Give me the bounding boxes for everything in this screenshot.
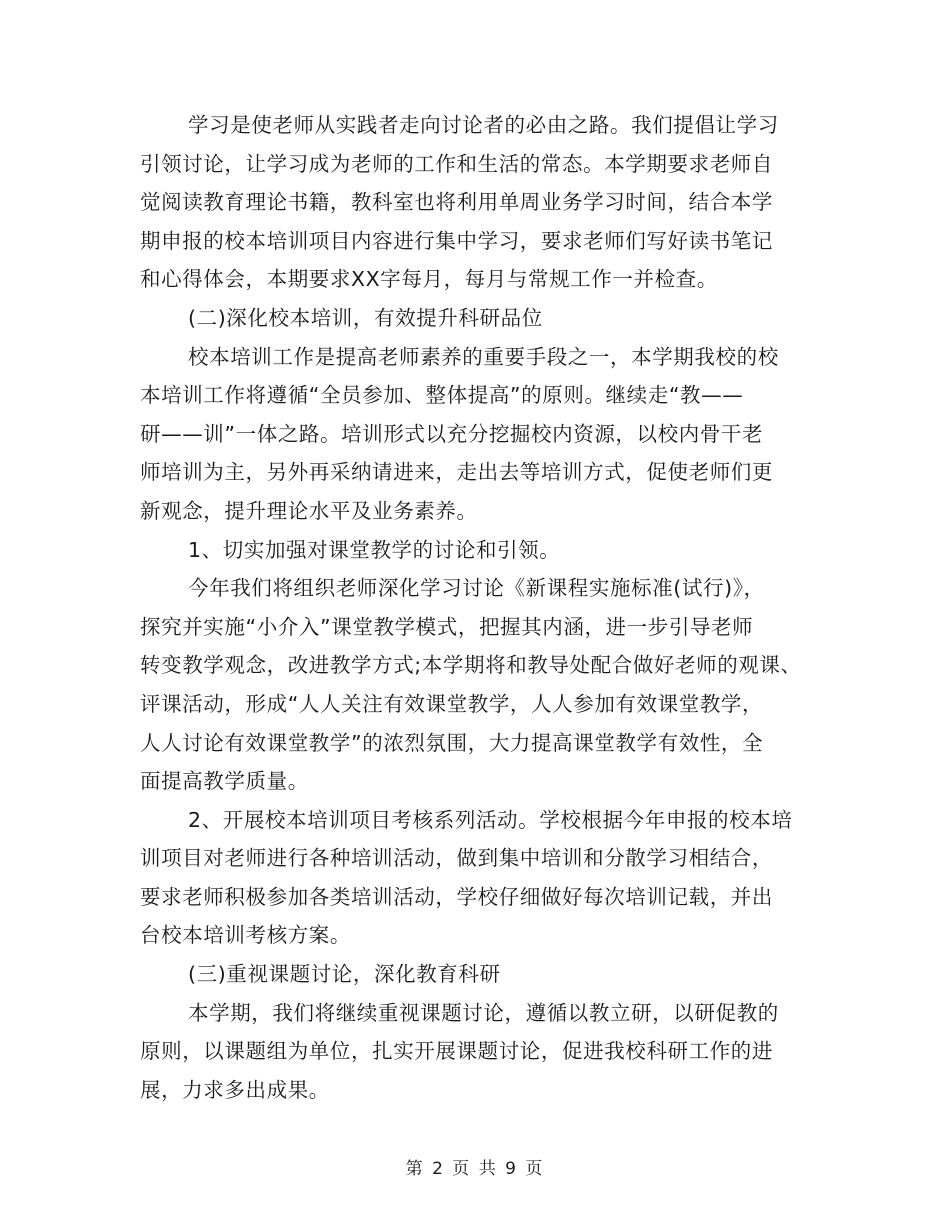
text-line: 本培训工作将遵循“全员参加、整体提高”的原则。继续走“教—— <box>140 383 744 408</box>
text-line: 转变教学观念，改进教学方式;本学期将和教导处配合做好老师的观课、 <box>140 653 802 678</box>
text-line: 学习是使老师从实践者走向讨论者的必由之路。我们提倡让学习 <box>188 113 779 137</box>
text-line: 1、切实加强对课堂教学的讨论和引领。 <box>188 537 561 562</box>
text-line: 新观念，提升理论水平及业务素养。 <box>140 498 478 523</box>
text-line: 引领讨论，让学习成为老师的工作和生活的常态。本学期要求老师自 <box>140 151 773 176</box>
text-line: 今年我们将组织老师深化学习讨论《新课程实施标准(试行)》， <box>188 576 765 601</box>
text-line: 人人讨论有效课堂教学”的浓烈氛围，大力提高课堂教学有效性，全 <box>140 730 764 755</box>
text-line: 本学期，我们将继续重视课题讨论，遵循以教立研，以研促教的 <box>188 1000 779 1025</box>
text-line: 和心得体会，本期要求XX字每月，每月与常规工作一并检查。 <box>140 267 718 292</box>
text-line: 期申报的校本培训项目内容进行集中学习，要求老师们写好读书笔记 <box>140 228 773 253</box>
text-line: 面提高教学质量。 <box>140 769 309 794</box>
text-line: 原则，以课题组为单位，扎实开展课题讨论，促进我校科研工作的进 <box>140 1039 773 1064</box>
page-footer: 第 2 页 共 9 页 <box>405 1159 545 1179</box>
text-line: 探究并实施“小介入”课堂教学模式，把握其内涵，进一步引导老师 <box>140 614 754 639</box>
text-line: 台校本培训考核方案。 <box>140 923 351 948</box>
text-line: 校本培训工作是提高老师素养的重要手段之一，本学期我校的校 <box>188 344 779 369</box>
text-line: 评课活动，形成“人人关注有效课堂教学，人人参加有效课堂教学， <box>140 691 764 716</box>
text-line: 师培训为主，另外再采纳请进来，走出去等培训方式，促使老师们更 <box>140 460 773 485</box>
text-line: 研——训”一体之路。培训形式以充分挖掘校内资源，以校内骨干老 <box>140 421 764 446</box>
document-body <box>140 106 830 1109</box>
text-line: 展，力求多出成果。 <box>140 1077 330 1102</box>
text-line: (二)深化校本培训，有效提升科研品位 <box>188 305 543 330</box>
text-line: 训项目对老师进行各种培训活动，做到集中培训和分散学习相结合， <box>140 846 773 871</box>
text-line: 要求老师积极参加各类培训活动，学校仔细做好每次培训记载，并出 <box>140 884 773 909</box>
text-line: (三)重视课题讨论，深化教育科研 <box>188 962 501 987</box>
text-line: 2、开展校本培训项目考核系列活动。学校根据今年申报的校本培 <box>188 807 793 832</box>
text-line: 觉阅读教育理论书籍，教科室也将利用单周业务学习时间，结合本学 <box>140 190 773 215</box>
